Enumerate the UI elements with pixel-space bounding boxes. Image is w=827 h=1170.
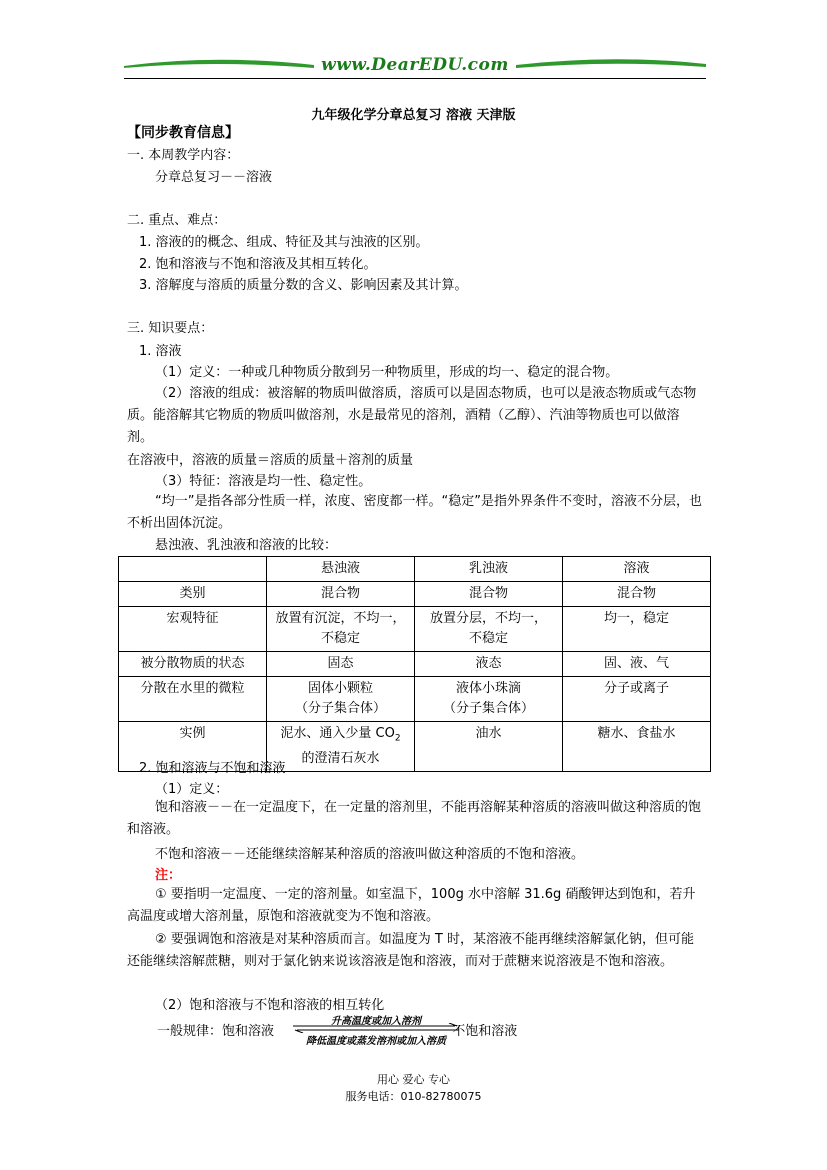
table-header-cell	[119, 557, 267, 582]
part3-sub2: 2. 饱和溶液与不饱和溶液	[139, 761, 286, 776]
saturation-definition-label: （1）定义：	[155, 782, 229, 797]
table-cell-line: 放置分层，不均一，	[429, 611, 547, 626]
table-cell: 油水	[415, 722, 563, 772]
solution-mass-relation: 在溶液中，溶液的质量＝溶质的质量＋溶剂的质量	[127, 453, 414, 468]
note-1: ① 要指明一定温度、一定的溶剂量。如室温下，100g 水中溶解 31.6g 硝酸钾达到饱和，若升高温度或增大溶剂量，原饱和溶液就变为不饱和溶液。	[127, 887, 696, 924]
part3-heading: 三. 知识要点：	[127, 321, 214, 336]
example-text: 泥水、通入少量 CO	[280, 726, 395, 741]
table-cell	[267, 722, 415, 772]
part2-item-1: 1. 溶液的的概念、组成、特征及其与浊液的区别。	[139, 235, 429, 250]
part1-heading: 一. 本周教学内容：	[127, 148, 240, 163]
table-cell-line: 的澄清石灰水	[301, 750, 380, 766]
uniformity-explanation: “均一”是指各部分性质一样，浓度、密度都一样。“稳定”是指外界条件不变时，溶液不分层，也不析出固体沉淀。	[127, 494, 702, 531]
table-cell	[267, 607, 415, 652]
table-row	[119, 582, 711, 607]
solution-definition: （1）定义：一种或几种物质分散到另一种物质里，形成的均一、稳定的混合物。	[155, 365, 619, 380]
table-cell	[267, 677, 415, 722]
rule-prefix: 一般规律：饱和溶液	[157, 1024, 275, 1039]
conversion-arrow	[291, 1012, 461, 1050]
table-row-label: 被分散物质的状态	[119, 652, 267, 677]
comparison-table	[118, 556, 711, 772]
unsaturated-definition: 不饱和溶液－－还能继续溶解某种溶质的溶液叫做这种溶质的不饱和溶液。	[155, 847, 585, 862]
table-cell: 分子或离子	[563, 677, 711, 722]
arrow-bottom-label: 降低温度或蒸发溶剂或加入溶质	[306, 1036, 446, 1047]
table-header-row	[119, 557, 711, 582]
table-cell-line: 不稳定	[468, 631, 508, 646]
table-header-cell: 悬浊液	[267, 557, 415, 582]
saturated-definition: 饱和溶液－－在一定温度下，在一定量的溶剂里，不能再溶解某种溶质的溶液叫做这种溶质的饱和溶液。	[127, 800, 702, 837]
table-cell: 混合物	[563, 582, 711, 607]
conversion-heading: （2）饱和溶液与不饱和溶液的相互转化	[155, 998, 385, 1013]
rule-suffix: 不饱和溶液	[452, 1024, 518, 1039]
table-cell	[415, 677, 563, 722]
header-divider	[124, 78, 706, 79]
solution-composition: （2）溶液的组成：被溶解的物质叫做溶质，溶质可以是固态物质，也可以是液态物质或气态物质。能溶解其它物质的物质叫做溶剂，水是最常见的溶剂，酒精（乙醇）、汽油等物质也可以做溶剂。	[127, 386, 697, 445]
table-cell: 固、液、气	[563, 652, 711, 677]
site-header	[124, 52, 706, 80]
table-row	[119, 652, 711, 677]
table-cell-line: 放置有沉淀，不均一，	[275, 611, 406, 626]
footer-motto: 用心 爱心 专心	[377, 1073, 450, 1086]
part3-sub1: 1. 溶液	[139, 344, 182, 359]
part2-item-2: 2. 饱和溶液与不饱和溶液及其相互转化。	[139, 257, 377, 272]
table-cell: 糖水、食盐水	[563, 722, 711, 772]
table-cell-line: （分子集合体）	[442, 701, 534, 716]
table-header-cell: 乳浊液	[415, 557, 563, 582]
table-row-label: 宏观特征	[119, 607, 267, 652]
table-cell-line	[269, 724, 412, 749]
footer-phone: 服务电话：010-82780075	[345, 1090, 482, 1103]
part2-heading: 二. 重点、难点：	[127, 213, 227, 228]
table-row-label: 实例	[119, 722, 267, 772]
part1-content: 分章总复习－－溶液	[155, 170, 273, 185]
site-logo-text: www.DearEDU.com	[321, 55, 509, 75]
table-cell: 混合物	[415, 582, 563, 607]
table-cell: 混合物	[267, 582, 415, 607]
arrow-top-label: 升高温度或加入溶剂	[331, 1016, 421, 1027]
table-row	[119, 607, 711, 652]
table-cell-line: 不稳定	[320, 631, 360, 646]
table-header-cell: 溶液	[563, 557, 711, 582]
table-row-label: 类别	[119, 582, 267, 607]
table-cell: 液态	[415, 652, 563, 677]
note-label: 注：	[155, 868, 182, 883]
part2-item-3: 3. 溶解度与溶质的质量分数的含义、影响因素及其计算。	[139, 278, 468, 293]
table-cell-line: 固体小颗粒	[307, 681, 373, 696]
subscript: 2	[394, 733, 401, 744]
solution-feature: （3）特征：溶液是均一性、稳定性。	[155, 474, 372, 489]
table-cell	[415, 607, 563, 652]
comparison-intro: 悬浊液、乳浊液和溶液的比较：	[155, 538, 338, 553]
section-title: 【同步教育信息】	[127, 125, 239, 141]
table-cell-line: （分子集合体）	[294, 701, 386, 716]
table-cell: 均一，稳定	[563, 607, 711, 652]
table-cell-line: 液体小珠滴	[455, 681, 521, 696]
table-cell: 固态	[267, 652, 415, 677]
table-row	[119, 677, 711, 722]
note-2: ② 要强调饱和溶液是对某种溶质而言。如温度为 T 时，某溶液不能再继续溶解氯化钠，但可能还能继续溶解蔗糖，则对于氯化钠来说该溶液是饱和溶液，而对于蔗糖来说溶液是不饱和溶液。	[127, 932, 694, 969]
table-row-label: 分散在水里的微粒	[119, 677, 267, 722]
document-title: 九年级化学分章总复习 溶液 天津版	[311, 108, 516, 123]
